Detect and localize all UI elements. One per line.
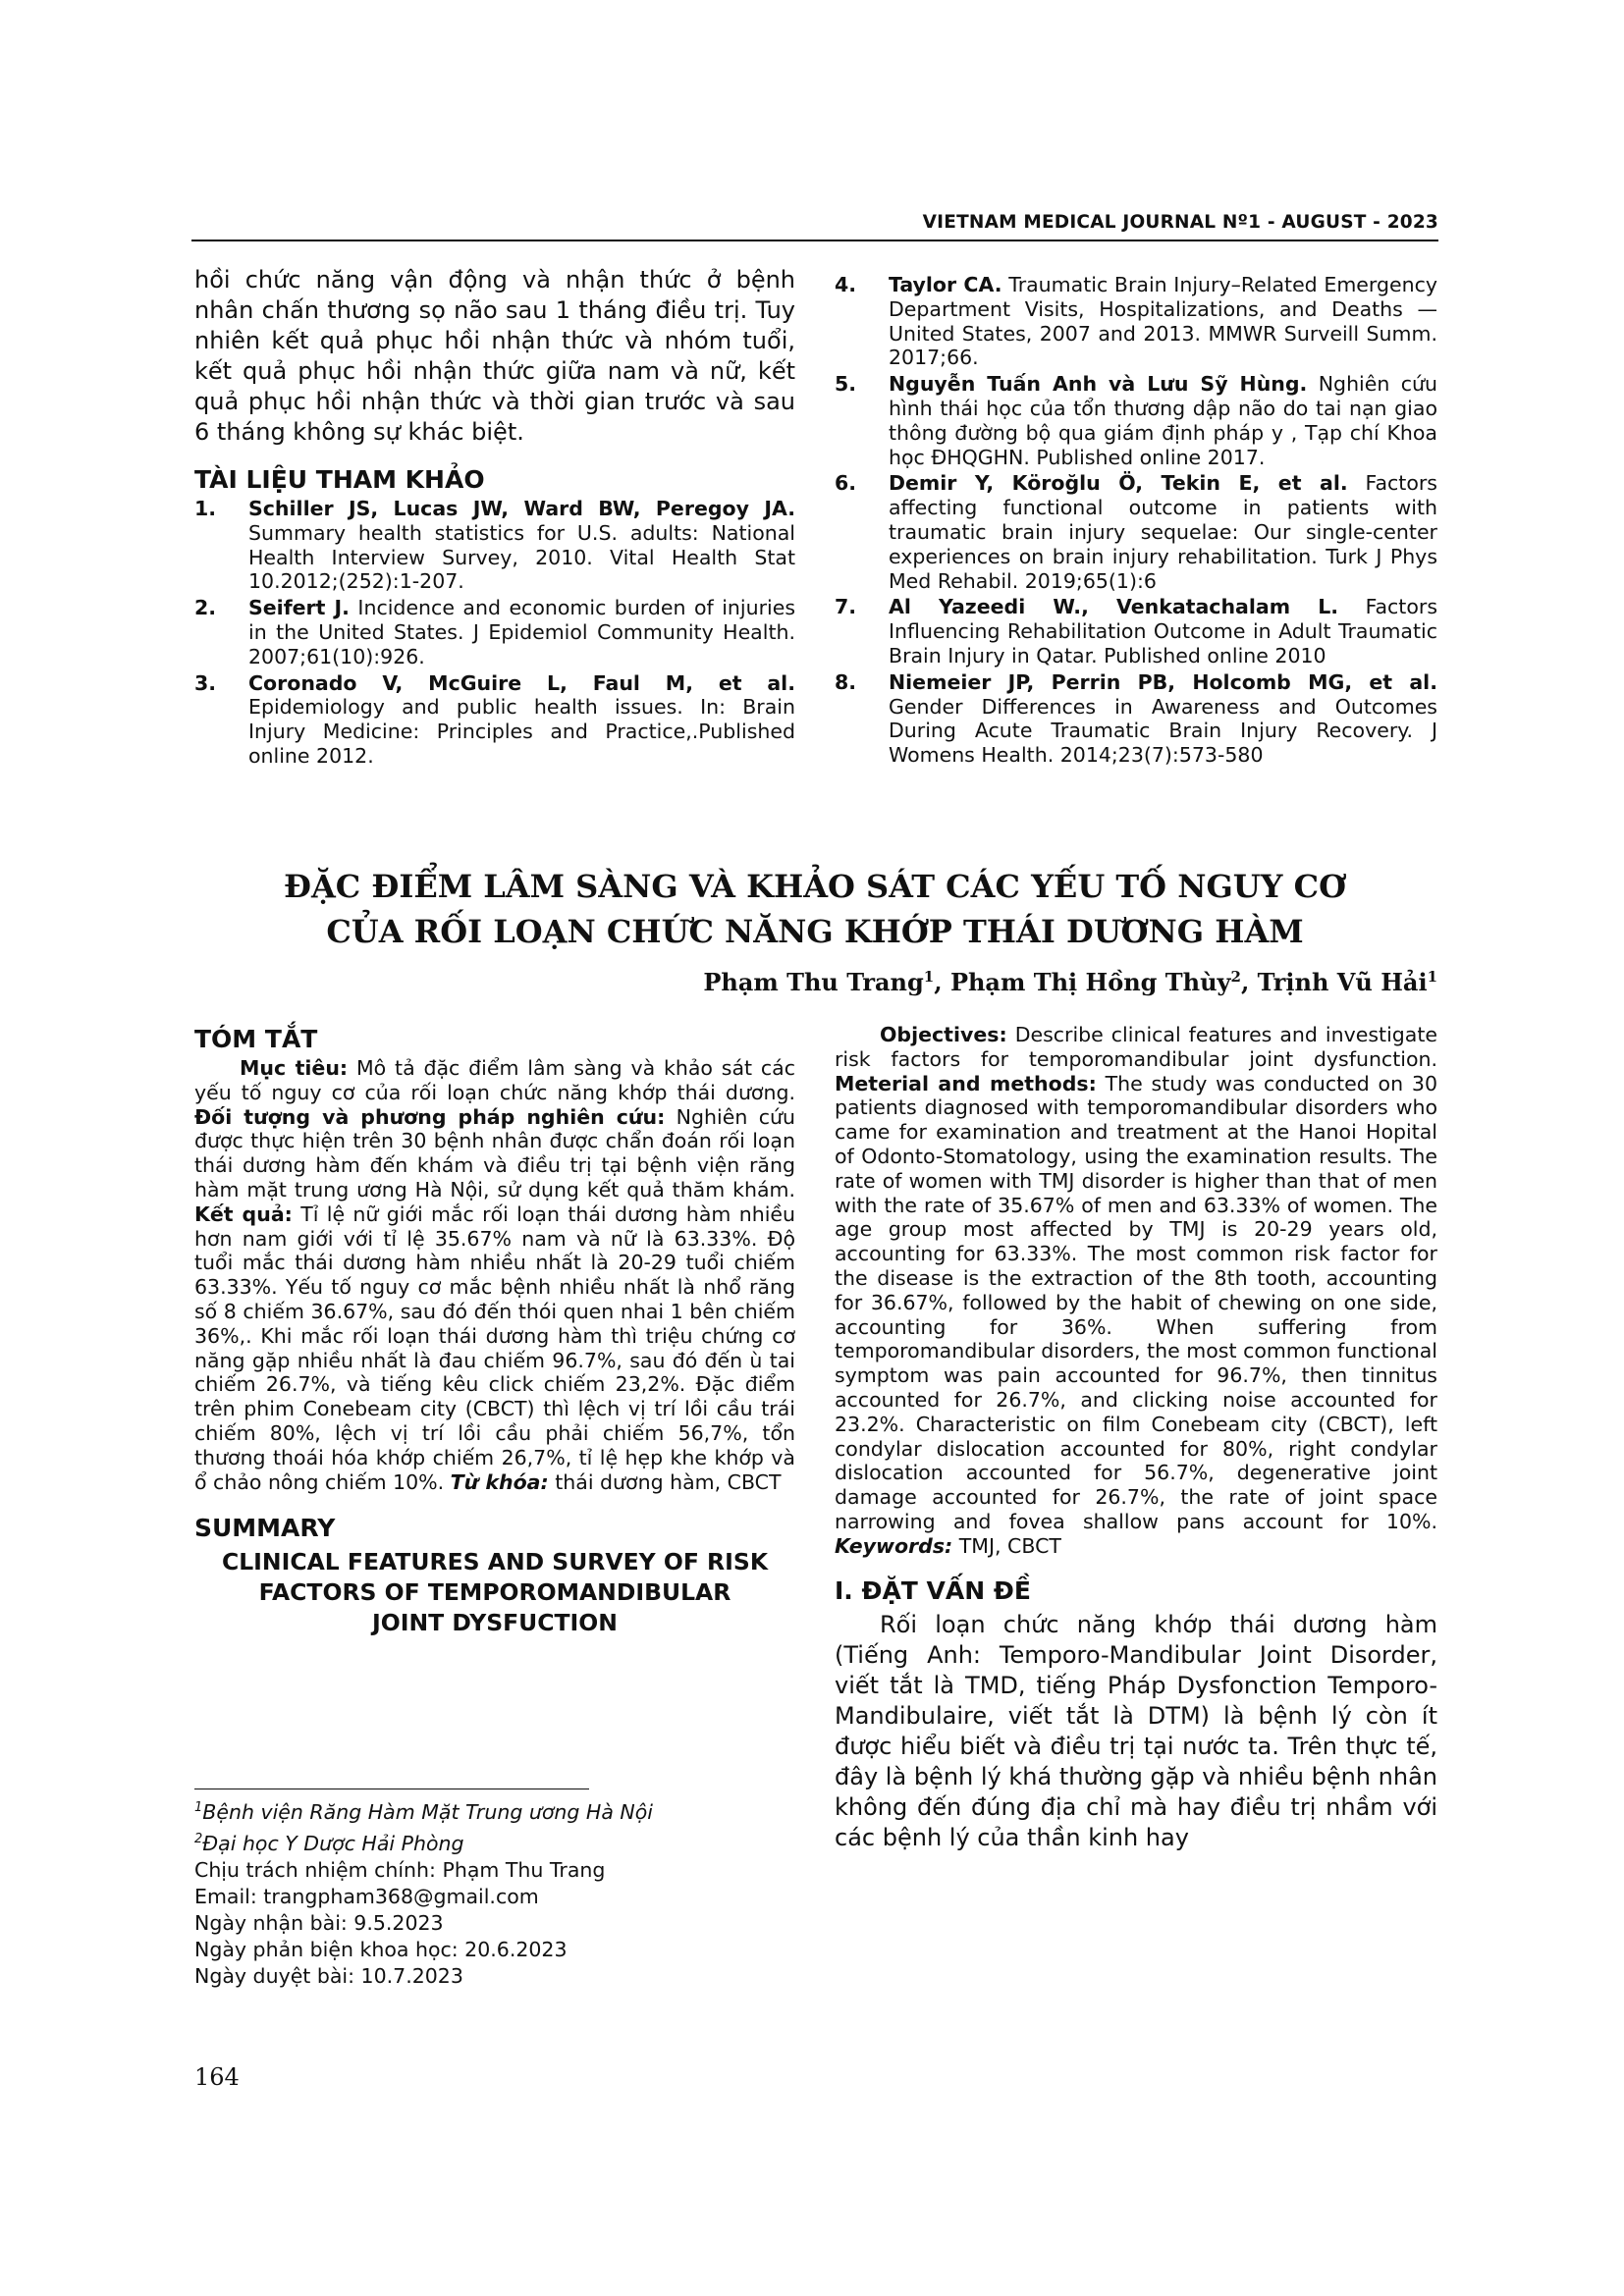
top-left-column bbox=[194, 265, 795, 771]
reference-authors: Niemeier JP, Perrin PB, Holcomb MG, et al. bbox=[889, 669, 1437, 694]
references-heading: TÀI LIỆU THAM KHẢO bbox=[194, 465, 485, 494]
conclusion-paragraph: hồi chức năng vận động và nhận thức ở bệnh nhân chấn thương sọ não sau 1 tháng điều trị. Tuy nhiên kết quả phục hồi nhận thức và nhóm tuổi, kết quả phục hồi nhận thức giữa nam và nữ, kết quả phục hồi nhận thức và thời gian trước và sau 6 tháng không sự khác biệt. bbox=[194, 266, 795, 446]
reference-text: Epidemiology and public health issues. In: Brain Injury Medicine: Principles and Practice,.Published online 2012. bbox=[248, 695, 795, 768]
author-name: Phạm Thu Trang bbox=[703, 968, 924, 996]
reference-item: 7. Al Yazeedi W., Venkatachalam L. Factors Influencing Rehabilitation Outcome in Adult Traumatic Brain Injury in Qatar. Published online 2010 bbox=[835, 595, 1437, 667]
reference-item: 1. Schiller JS, Lucas JW, Ward BW, Peregoy JA. Summary health statistics for U.S. adults: National Health Interview Survey, 2010. Vital Health Stat 10.2012;(252):1-207. bbox=[194, 497, 795, 594]
reference-item: 2. Seifert J. Incidence and economic burden of injuries in the United States. J Epidemiol Community Health. 2007;61(10):926. bbox=[194, 596, 795, 668]
page-number: 164 bbox=[194, 2063, 240, 2091]
article-title-line2: CỦA RỐI LOẠN CHỨC NĂNG KHỚP THÁI DƯƠNG HÀM bbox=[326, 913, 1304, 950]
introduction-heading: I. ĐẶT VẤN ĐỀ bbox=[835, 1575, 1031, 1605]
reviewed-date: Ngày phản biện khoa học: 20.6.2023 bbox=[194, 1937, 568, 1961]
reference-text: Incidence and economic burden of injuries in the United States. J Epidemiol Community Health. 2007;61(10):926. bbox=[248, 596, 795, 668]
reference-authors: Taylor CA. bbox=[889, 273, 1002, 296]
reference-text: Summary health statistics for U.S. adults: National Health Interview Survey, 2010. Vital Health Stat 10.2012;(252):1-207. bbox=[248, 520, 795, 594]
abstract-right-column bbox=[835, 1023, 1437, 1853]
author-email: Email: trangpham368@gmail.com bbox=[194, 1884, 539, 1908]
author-name: Trịnh Vũ Hải bbox=[1257, 968, 1428, 996]
reference-text: Gender Differences in Awareness and Outcomes During Acute Traumatic Brain Injury Recovery. J Womens Health. 2014;23(7):573-580 bbox=[889, 694, 1437, 768]
affiliation-2: $^2$Đại học Y Dược Hải Phòng bbox=[194, 1831, 464, 1855]
summary-title-line1: CLINICAL FEATURES AND SURVEY OF RISK bbox=[221, 1548, 769, 1576]
reference-item: 6. Demir Y, Köroğlu Ö, Tekin E, et al. Factors affecting functional outcome in patients with traumatic brain injury sequelae: Our single-center experiences on brain injury rehabilitation. Turk J Phys Med Rehabil. 2019;65(1):6 bbox=[835, 471, 1437, 593]
abstract-left-column bbox=[194, 1025, 795, 1638]
footnotes bbox=[194, 1794, 795, 1990]
reference-item: 5. Nguyễn Tuấn Anh và Lưu Sỹ Hùng. Nghiên cứu hình thái học của tổn thương dập não do tai nạn giao thông đường bộ qua giám định pháp y , Tạp chí Khoa học ĐHQGHN. Published online 2017. bbox=[835, 372, 1437, 469]
responsible-author: Chịu trách nhiệm chính: Phạm Thu Trang bbox=[194, 1857, 606, 1882]
article-authors: Phạm Thu Trang$^1$, Phạm Thị Hồng Thùy$^2$, Trịnh Vũ Hải$^1$ bbox=[703, 968, 1437, 996]
reference-item: 4. Taylor CA. Traumatic Brain Injury–Related Emergency Department Visits, Hospitalizations, and Deaths — United States, 2007 and 2013. MMWR Surveill Summ. 2017;66. bbox=[835, 273, 1437, 370]
reference-text: Factors affecting functional outcome in patients with traumatic brain injury sequelae: Our single-center experiences on brain injury rehabilitation. Turk J Phys Med Rehabil. 2019;65(1):6 bbox=[889, 471, 1437, 593]
top-right-column bbox=[835, 273, 1437, 770]
reference-authors: Demir Y, Köroğlu Ö, Tekin E, et al. bbox=[889, 471, 1348, 496]
summary-title-line3: JOINT DYSFUCTION bbox=[372, 1609, 618, 1637]
reference-authors: Seifert J. bbox=[248, 596, 350, 620]
summary-heading: SUMMARY bbox=[194, 1514, 336, 1543]
reference-item: 8. Niemeier JP, Perrin PB, Holcomb MG, et al. Gender Differences in Awareness and Outcomes During Acute Traumatic Brain Injury Recovery. J Womens Health. 2014;23(7):573-580 bbox=[835, 669, 1437, 768]
journal-header: VIETNAM MEDICAL JOURNAL Nº1 - AUGUST - 2023 bbox=[922, 212, 1438, 233]
reference-authors: Nguyễn Tuấn Anh và Lưu Sỹ Hùng. bbox=[889, 372, 1308, 397]
introduction-text: Rối loạn chức năng khớp thái dương hàm (Tiếng Anh: Temporo-Mandibular Joint Disorder, viết tắt là TMD, tiếng Pháp Dysfonction Temporo-Mandibulaire, viết tắt là DTM) là bệnh lý còn ít được hiểu biết và điều trị tại nước ta. Trên thực tế, đây là bệnh lý khá thường gặp và nhiều bệnh nhân không đến đúng địa chỉ mà hay điều trị nhầm với các bệnh lý của thần kinh hay bbox=[835, 1610, 1437, 1851]
reference-authors: Coronado V, McGuire L, Faul M, et al. bbox=[248, 670, 795, 695]
abstract-en-text: Objectives: Describe clinical features and investigate risk factors for temporomandibular joint dysfunction. Meterial and methods: The study was conducted on 30 patients diagnosed with temporomandibular disorders who came for examination and treatment at the Hanoi Hopital of Odonto-Stomatology, using the examination results. The rate of women with TMJ disorder is higher than that of men with the rate of 35.67% of men and 63.33% of women. The age group most affected by TMJ is 20-29 years old, accounting for 63.33%. The most common risk factor for the disease is the extraction of the 8th tooth, accounting for 36.67%, followed by the habit of chewing on one side, accounting for 36%. When suffering from temporomandibular disorders, the most common functional symptom was pain accounted for 96.7%, then tinnitus accounted for 26.7%, and clicking noise accounted for 23.2%. Characteristic on film Conebeam city (CBCT), left condylar dislocation accounted for 80%, right condylar dislocation accounted for 56.7%, degenerative joint damage accounted for 26.7%, the rate of joint space narrowing and fovea shallow pans account for 10%. Keywords: TMJ, CBCT bbox=[835, 1023, 1437, 1558]
reference-authors: Al Yazeedi W., Venkatachalam L. bbox=[889, 595, 1339, 619]
abstract-vi-text: Mục tiêu: Mô tả đặc điểm lâm sàng và khảo sát các yếu tố nguy cơ của rối loạn chức năng khớp thái dương. Đối tượng và phương pháp nghiên cứu: Nghiên cứu được thực hiện trên 30 bệnh nhân được chẩn đoán rối loạn thái dương hàm đến khám và điều trị tại bệnh viện răng hàm mặt trung ương Hà Nội, sử dụng kết quả thăm khám. Kết quả: Tỉ lệ nữ giới mắc rối loạn thái dương hàm nhiều hơn nam giới với tỉ lệ 35.67% nam và nữ là 63.33%. Độ tuổi mắc thái dương hàm nhiều nhất là 20-29 tuổi chiếm 63.33%. Yếu tố nguy cơ mắc bệnh nhiều nhất là nhổ răng số 8 chiếm 36.67%, sau đó đến thói quen nhai 1 bên chiếm 36%,. Khi mắc rối loạn thái dương hàm thì triệu chứng cơ năng gặp nhiều nhất là đau chiếm 96.7%, sau đó đến ù tai chiếm 26.7%, và tiếng kêu click chiếm 23,2%. Đặc điểm trên phim Conebeam city (CBCT) thì lệch vị trí lồi cầu trái chiếm 80%, lệch vị trí lồi cầu phải chiếm 56,7%, tổn thương thoái hóa khớp chiếm 26,7%, tỉ lệ hẹp khe khớp và ổ chảo nông chiếm 10%. Từ khóa: thái dương hàm, CBCT bbox=[194, 1056, 796, 1494]
reference-item: 3. Coronado V, McGuire L, Faul M, et al. Epidemiology and public health issues. In: Brain Injury Medicine: Principles and Practice,.Published online 2012. bbox=[194, 670, 795, 768]
reference-text: Nghiên cứu hình thái học của tổn thương dập não do tai nạn giao thông đường bộ qua giám định pháp y , Tạp chí Khoa học ĐHQGHN. Published online 2017. bbox=[889, 372, 1437, 469]
summary-title-line2: FACTORS OF TEMPOROMANDIBULAR bbox=[258, 1578, 731, 1607]
received-date: Ngày nhận bài: 9.5.2023 bbox=[194, 1910, 444, 1935]
header-rule bbox=[191, 240, 1438, 241]
reference-text: Traumatic Brain Injury–Related Emergency Department Visits, Hospitalizations, and Deaths — United States, 2007 and 2013. MMWR Surveill Summ. 2017;66. bbox=[889, 273, 1437, 370]
reference-authors: Schiller JS, Lucas JW, Ward BW, Peregoy JA. bbox=[248, 497, 795, 520]
article-title-line1: ĐẶC ĐIỂM LÂM SÀNG VÀ KHẢO SÁT CÁC YẾU TỐ NGUY CƠ bbox=[283, 868, 1346, 905]
author-name: Phạm Thị Hồng Thùy bbox=[949, 968, 1231, 996]
reference-text: Factors Influencing Rehabilitation Outcome in Adult Traumatic Brain Injury in Qatar. Published online 2010 bbox=[889, 595, 1437, 667]
abstract-heading: TÓM TẮT bbox=[194, 1025, 318, 1053]
accepted-date: Ngày duyệt bài: 10.7.2023 bbox=[194, 1963, 463, 1988]
affiliation-1: $^1$Bệnh viện Răng Hàm Mặt Trung ương Hà Nội bbox=[194, 1799, 653, 1824]
